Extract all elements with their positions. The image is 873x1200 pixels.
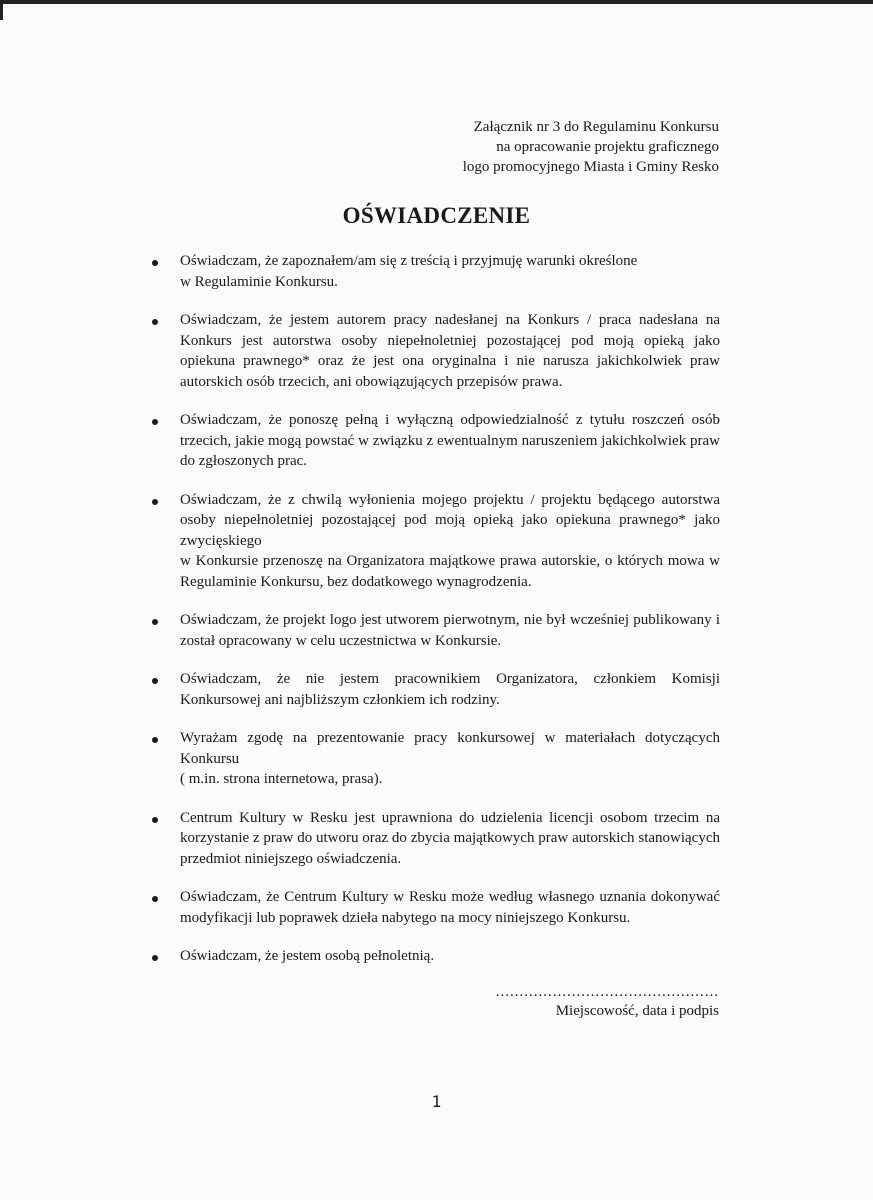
- declaration-item: [150, 946, 720, 967]
- declaration-item: [150, 610, 720, 651]
- declaration-list: [150, 251, 720, 985]
- declaration-item: [150, 251, 720, 292]
- header-line: logo promocyjnego Miasta i Gminy Resko: [462, 159, 719, 175]
- declaration-text: Oświadczam, że projekt logo jest utworem pierwotnym, nie był wcześniej publikowany i został opracowany w celu uczestnictwa w Konkursie.: [180, 612, 720, 649]
- declaration-item: [150, 490, 720, 593]
- declaration-item: [150, 728, 720, 790]
- declaration-item: [150, 410, 720, 472]
- signature-label: Miejscowość, data i podpis: [555, 1003, 719, 1019]
- declaration-item: [150, 808, 720, 870]
- declaration-text: Wyrażam zgodę na prezentowanie pracy konkursowej w materiałach dotyczących Konkursu: [180, 730, 720, 767]
- declaration-text: Oświadczam, że ponoszę pełną i wyłączną odpowiedzialność z tytułu roszczeń osób trzecich, jakie mogą powstać w związku z ewentualnym naruszeniem jakichkolwiek praw do zgłoszonych prac.: [180, 412, 720, 469]
- declaration-item: [150, 669, 720, 710]
- scan-left-edge: [0, 0, 3, 20]
- attachment-header: [463, 117, 719, 177]
- declaration-text: ( m.in. strona internetowa, prasa).: [180, 771, 383, 787]
- declaration-text: w Regulaminie Konkursu.: [180, 273, 338, 290]
- declaration-text: Oświadczam, że zapoznałem/am się z treścią i przyjmuję warunki określone: [180, 253, 638, 269]
- header-line: Załącznik nr 3 do Regulaminu Konkursu: [473, 119, 719, 135]
- scan-top-edge: [0, 0, 873, 4]
- declaration-text: Oświadczam, że z chwilą wyłonienia mojego projektu / projektu będącego autorstwa osoby niepełnoletniej pozostającej pod moją opieką jako opiekuna prawnego* jako zwycięskiego: [180, 491, 720, 549]
- signature-line: ...............................................: [495, 984, 719, 1000]
- header-line: na opracowanie projektu graficznego: [496, 139, 719, 155]
- declaration-text: Centrum Kultury w Resku jest uprawniona do udzielenia licencji osobom trzecim na korzystanie z praw do utworu oraz do zbycia majątkowych praw autorskich stanowiących przedmiot niniejszego oświadczenia.: [180, 809, 720, 867]
- declaration-item: [150, 887, 720, 928]
- declaration-text: Oświadczam, że jestem osobą pełnoletnią.: [180, 948, 435, 964]
- declaration-text: w Konkursie przenoszę na Organizatora majątkowe prawa autorskie, o których mowa w Regulaminie Konkursu, bez dodatkowego wynagrodzenia.: [180, 553, 720, 590]
- declaration-item: [150, 310, 720, 392]
- declaration-text: Oświadczam, że jestem autorem pracy nadesłanej na Konkurs / praca nadesłana na Konkurs jest autorstwa osoby niepełnoletniej pozostającej pod moją opieką jako opiekuna prawnego* oraz że jest ona oryginalna i nie narusza jakichkolwiek praw autorskich osób trzecich, ani obowiązujących przepisów prawa.: [180, 312, 720, 390]
- page-number: 1: [431, 1092, 442, 1111]
- declaration-text: Oświadczam, że Centrum Kultury w Resku może według własnego uznania dokonywać modyfikacji lub poprawek dzieła nabytego na mocy niniejszego Konkursu.: [180, 889, 720, 926]
- document-title: OŚWIADCZENIE: [342, 203, 531, 228]
- declaration-text: Oświadczam, że nie jestem pracownikiem Organizatora, członkiem Komisji Konkursowej ani najbliższym członkiem ich rodziny.: [180, 671, 720, 708]
